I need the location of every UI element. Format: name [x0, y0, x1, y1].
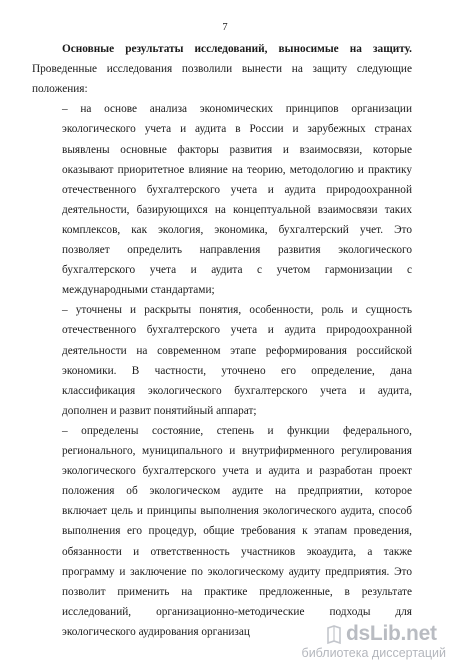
text-line: выявлены основные факторы развития и взаимосвязи, которые [62, 143, 412, 156]
text-line: включает цель и принципы выполнения экологического аудита, способ [62, 505, 412, 518]
text-line: Основные результаты исследований, выносимые на защиту. [62, 43, 412, 55]
text-line: регионального, муниципального и внутрифирменного регулирования [62, 445, 412, 457]
text-line: экономики. В частности, уточнено его определение, дана [62, 364, 412, 377]
text-line: отечественного бухгалтерского учета и аудита природоохранной [62, 324, 412, 337]
watermark [286, 622, 446, 662]
text-line: позволит применить на практике предложенные, в результате [62, 585, 412, 598]
page-number: 7 [222, 22, 228, 33]
text-line: обязанности и ответственность участников экоаудита, а также [62, 545, 412, 558]
text-line: дополнен и развит понятийный аппарат; [62, 404, 257, 417]
text-line: оказывают приоритетное влияние на теорию, методологию и практику [62, 163, 412, 176]
text-line: – определены состояние, степень и функции федерального, [62, 424, 412, 437]
text-line: экологического бухгалтерского учета и аудита и разработан проект [62, 465, 412, 478]
text-line: деятельности на современном этапе реформирования российской [62, 344, 412, 357]
text-line: программу и заключение по экологическому аудиту предприятия. Это [62, 565, 412, 578]
text-line: исследований, организационно-методические подходы для [62, 605, 412, 618]
text-line: Проведенные исследования позволили вынести на защиту следующие [32, 63, 412, 76]
watermark-logo-lib: Lib.net [369, 622, 437, 645]
watermark-logo [346, 622, 437, 646]
text-line: выполнения его процедур, общие требования к этапам проведения, [62, 525, 412, 538]
text-line: экологического учета и аудита в России и зарубежных странах [62, 123, 412, 136]
text-line: бухгалтерского учета и аудита с учетом гармонизации с [62, 264, 412, 277]
text-line: – на основе анализа экономических принципов организации [62, 103, 412, 116]
text-line: комплексов, как экология, экономика, бухгалтерский учет. Это [62, 223, 412, 236]
text-line: положения об экологическом аудите на предприятии, которое [62, 485, 412, 498]
watermark-subtitle: библиотека диссертаций [301, 646, 446, 660]
text-line: – уточнены и раскрыты понятия, особенности, роль и сущность [62, 304, 412, 317]
watermark-logo-ds: ds [346, 622, 370, 645]
text-line: положения: [32, 83, 88, 96]
text-line: позволяет определить направления развития экологического [62, 244, 412, 256]
book-icon [325, 624, 343, 646]
text-line: деятельности, базирующихся на концептуальной взаимосвязи таких [62, 203, 412, 216]
text-line: классификация экологического бухгалтерского учета и аудита, [62, 384, 412, 397]
text-line: экологического аудирования организац [62, 625, 250, 638]
text-line: отечественного бухгалтерского учета и аудита природоохранной [62, 183, 412, 196]
text-line: международными стандартами; [62, 284, 215, 297]
